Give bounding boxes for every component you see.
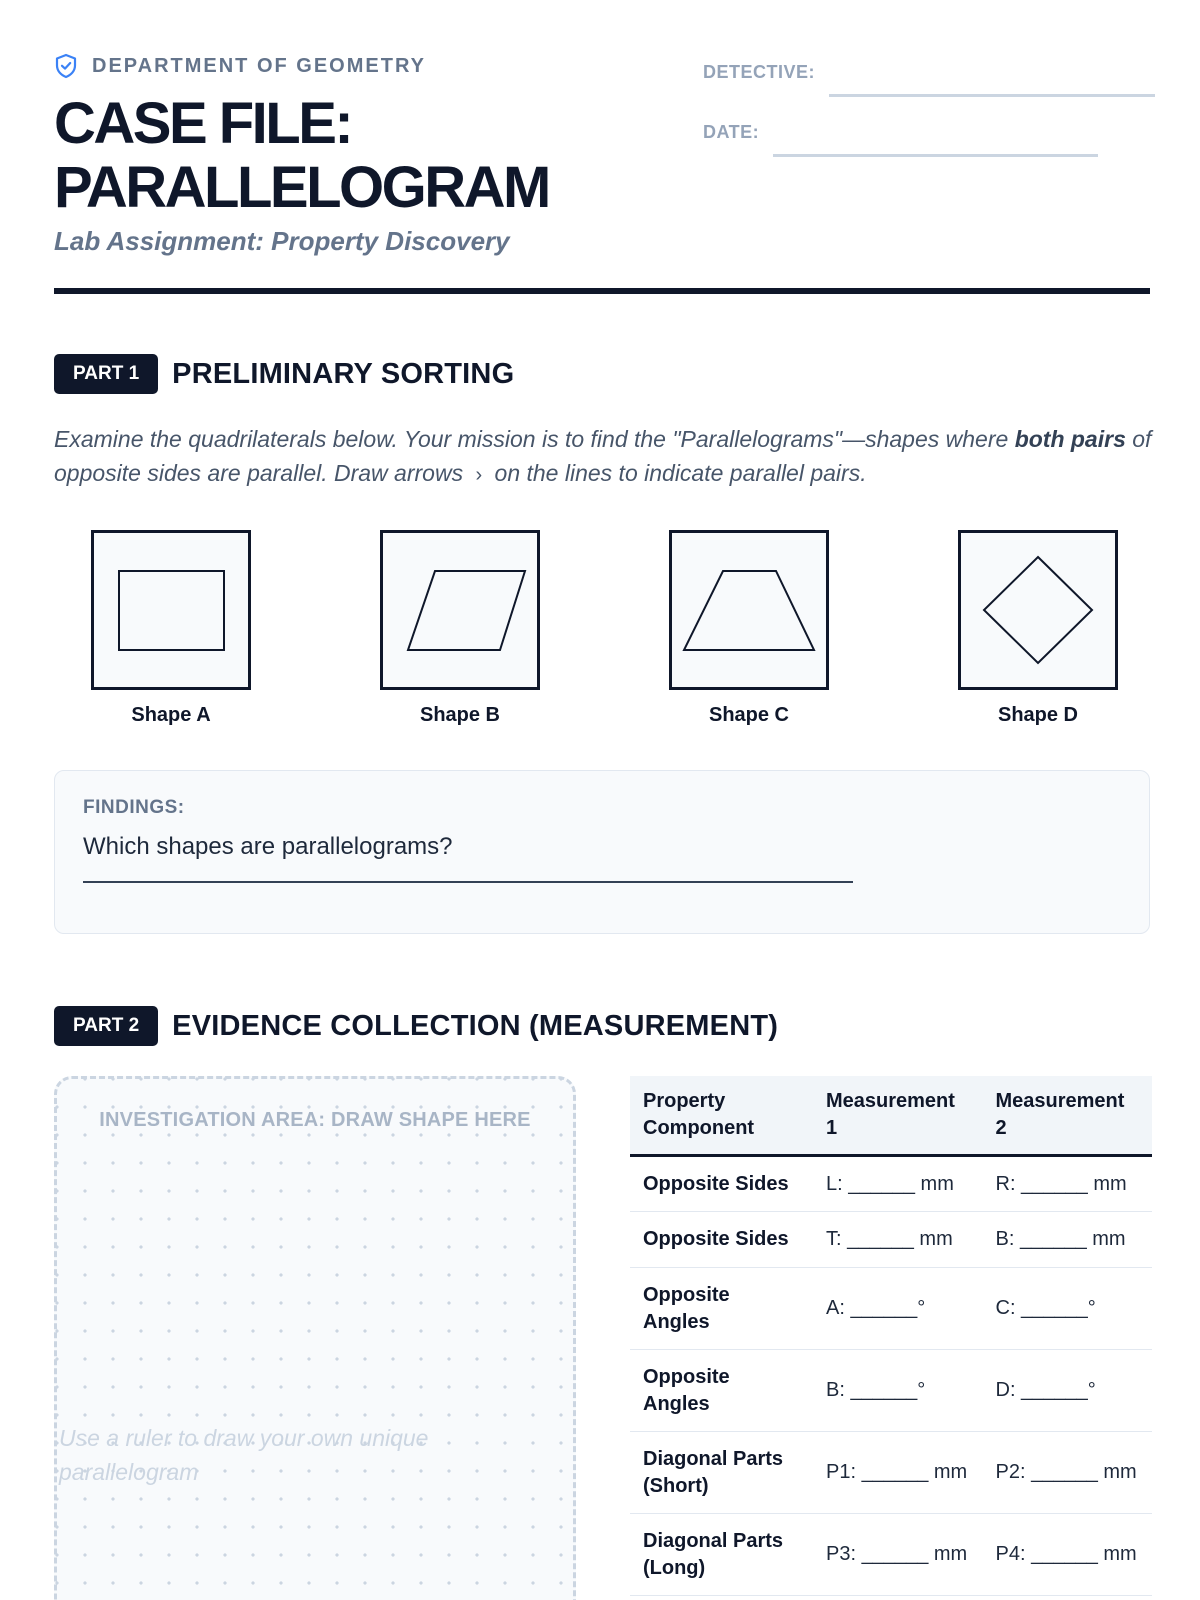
shape-d-card[interactable] bbox=[958, 530, 1118, 690]
title-line-1: CASE FILE: bbox=[54, 91, 352, 156]
header-property: Property Component bbox=[630, 1076, 813, 1156]
trapezoid-shape bbox=[672, 533, 826, 687]
header bbox=[54, 52, 1150, 294]
shape-a-card[interactable] bbox=[91, 530, 251, 690]
part1-heading bbox=[54, 354, 514, 394]
title-line-2: PARALLELOGRAM bbox=[54, 155, 549, 220]
findings-answer-line[interactable] bbox=[83, 881, 853, 883]
findings-box bbox=[54, 770, 1150, 934]
date-label: DATE: bbox=[703, 122, 760, 142]
findings-question: Which shapes are parallelograms? bbox=[83, 833, 453, 860]
investigation-area[interactable] bbox=[54, 1076, 576, 1600]
part2-heading bbox=[54, 1006, 778, 1046]
measurement-1-cell[interactable]: A: ______° bbox=[813, 1268, 983, 1350]
measurement-1-cell[interactable]: P1: ______ mm bbox=[813, 1432, 983, 1514]
shape-c-label: Shape C bbox=[708, 704, 790, 726]
part1-instructions bbox=[54, 422, 1154, 492]
measurement-2-cell[interactable]: R: ______ mm bbox=[983, 1156, 1153, 1212]
shape-a-label: Shape A bbox=[131, 704, 211, 726]
table-header-row bbox=[630, 1076, 1152, 1156]
header-measurement-2: Measurement 2 bbox=[983, 1076, 1153, 1156]
parallelogram-shape bbox=[383, 533, 537, 687]
property-cell: Opposite Sides bbox=[630, 1156, 813, 1212]
measurement-2-cell[interactable]: C: ______° bbox=[983, 1268, 1153, 1350]
table-row bbox=[630, 1268, 1152, 1350]
detective-label: DETECTIVE: bbox=[703, 62, 816, 82]
date-field bbox=[703, 122, 1098, 143]
shape-d-label: Shape D bbox=[997, 704, 1079, 726]
department-label: DEPARTMENT OF GEOMETRY bbox=[92, 54, 426, 77]
shield-check-icon bbox=[54, 53, 78, 79]
measurement-1-cell[interactable]: L: ______ mm bbox=[813, 1156, 983, 1212]
header-divider bbox=[54, 288, 1150, 294]
instructions-text-3: on the lines to indicate parallel pairs. bbox=[488, 460, 867, 486]
detective-input-line[interactable] bbox=[829, 94, 1155, 97]
measurement-1-cell[interactable]: P3: ______ mm bbox=[813, 1514, 983, 1596]
property-cell: Opposite Angles bbox=[630, 1268, 813, 1350]
property-cell: Opposite Sides bbox=[630, 1212, 813, 1268]
part1-title: PRELIMINARY SORTING bbox=[172, 357, 515, 390]
table-row bbox=[630, 1514, 1152, 1596]
table-row bbox=[630, 1432, 1152, 1514]
rhombus-shape bbox=[961, 533, 1115, 687]
measurement-2-cell[interactable]: P4: ______ mm bbox=[983, 1514, 1153, 1596]
part2-title: EVIDENCE COLLECTION (MEASUREMENT) bbox=[172, 1009, 779, 1042]
rectangle-shape bbox=[94, 533, 248, 687]
date-input-line[interactable] bbox=[773, 154, 1098, 157]
measurement-1-cell[interactable]: B: ______° bbox=[813, 1350, 983, 1432]
part1-badge: PART 1 bbox=[54, 354, 158, 394]
detective-field bbox=[703, 62, 1155, 83]
table-row bbox=[630, 1156, 1152, 1212]
page-subtitle: Lab Assignment: Property Discovery bbox=[54, 226, 510, 256]
property-cell: Diagonal Parts (Long) bbox=[630, 1514, 813, 1596]
measurement-2-cell[interactable]: P2: ______ mm bbox=[983, 1432, 1153, 1514]
table-row bbox=[630, 1350, 1152, 1432]
measurement-2-cell[interactable]: B: ______ mm bbox=[983, 1212, 1153, 1268]
header-measurement-1: Measurement 1 bbox=[813, 1076, 983, 1156]
shape-c-card[interactable] bbox=[669, 530, 829, 690]
instructions-text-1: Examine the quadrilaterals below. Your mission is to find the "Parallelograms"—shapes where bbox=[54, 426, 1015, 452]
investigation-hint: Use a ruler to draw your own unique parallelogram bbox=[59, 1425, 429, 1485]
arrow-icon: › bbox=[475, 464, 483, 486]
measurement-table bbox=[630, 1076, 1152, 1596]
shape-b-card[interactable] bbox=[380, 530, 540, 690]
findings-label: FINDINGS: bbox=[83, 797, 185, 818]
measurement-2-cell[interactable]: D: ______° bbox=[983, 1350, 1153, 1432]
table-row bbox=[630, 1212, 1152, 1268]
investigation-title: INVESTIGATION AREA: DRAW SHAPE HERE bbox=[99, 1109, 531, 1131]
measurement-1-cell[interactable]: T: ______ mm bbox=[813, 1212, 983, 1268]
instructions-text-2: of opposite sides are parallel. Draw arrows bbox=[54, 426, 1152, 486]
shape-b-label: Shape B bbox=[419, 704, 501, 726]
instructions-emphasis: both pairs bbox=[1014, 426, 1126, 452]
property-cell: Opposite Angles bbox=[630, 1350, 813, 1432]
property-cell: Diagonal Parts (Short) bbox=[630, 1432, 813, 1514]
part2-badge: PART 2 bbox=[54, 1006, 158, 1046]
